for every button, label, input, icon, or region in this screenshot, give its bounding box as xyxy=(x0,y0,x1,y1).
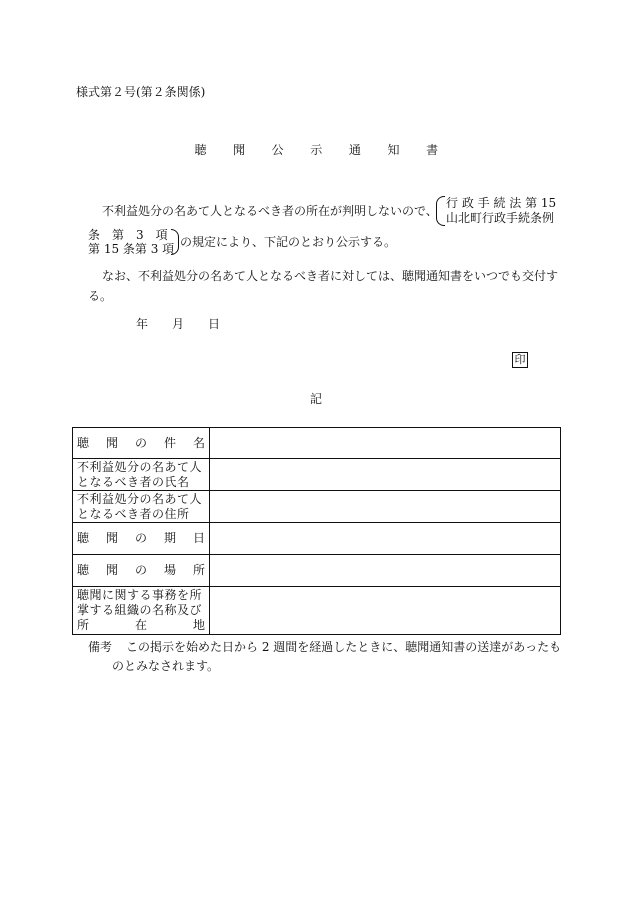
label-char: 件 xyxy=(163,435,176,450)
paragraph1-line1: 不利益処分の名あて人となるべき者の所在が判明しないので、 xyxy=(102,204,438,218)
option-law: 行 政 手 続 法 第 15 xyxy=(446,196,557,210)
label-line: 聴聞に関する事務を所 xyxy=(77,588,203,602)
label-char: 所 xyxy=(77,618,90,632)
label-line: となるべき者の住所 xyxy=(77,506,190,521)
label-line: となるべき者の氏名 xyxy=(77,474,190,489)
paragraph1-line2: の規定により、下記のとおり公示する。 xyxy=(180,235,397,249)
label-line: 不利益処分の名あて人 xyxy=(77,491,203,506)
hearing-info-table xyxy=(72,427,561,635)
row-label xyxy=(73,523,210,555)
bracket-left xyxy=(436,196,445,226)
label-char: の xyxy=(134,563,147,577)
row-value-blank xyxy=(210,459,561,491)
row-value-blank xyxy=(210,523,561,555)
seal-mark: 印 xyxy=(512,352,528,368)
label-char: の xyxy=(134,531,147,545)
row-label xyxy=(73,587,210,635)
date-day: 日 xyxy=(208,317,221,331)
row-label xyxy=(73,555,210,587)
label-char: 在 xyxy=(134,618,147,632)
paragraph2-line1: なお、不利益処分の名あて人となるべき者に対しては、聴聞通知書をいつでも交付す xyxy=(102,269,559,283)
label-char: 聞 xyxy=(105,531,118,545)
remark-line2: のとみなされます。 xyxy=(112,659,220,673)
label-char: 日 xyxy=(192,531,205,545)
row-value-blank xyxy=(210,428,561,459)
table-row xyxy=(73,523,561,555)
option-ordinance-clause: 第 15 条第 3 項 xyxy=(88,242,175,256)
date-year: 年 xyxy=(136,317,149,331)
table-row xyxy=(73,491,561,523)
label-char: 聞 xyxy=(105,563,118,577)
row-label xyxy=(73,459,210,491)
option-law-clause: 条 第 3 項 xyxy=(88,228,168,242)
option-ordinance: 山北町行政手続条例 xyxy=(446,211,555,225)
row-label xyxy=(73,428,210,459)
ki-heading: 記 xyxy=(310,392,323,406)
row-value-blank xyxy=(210,555,561,587)
label-char: 聴 xyxy=(77,563,90,577)
bracket-right xyxy=(171,229,179,255)
label-char: 地 xyxy=(192,618,205,632)
table-row xyxy=(73,459,561,491)
date-month: 月 xyxy=(172,317,185,331)
table-row xyxy=(73,587,561,635)
table-row xyxy=(73,428,561,459)
remark-prefix: 備考 xyxy=(88,640,113,654)
paragraph2-line2: る。 xyxy=(88,289,113,303)
form-number: 様式第２号(第２条関係) xyxy=(76,85,206,99)
label-char: 聴 xyxy=(77,531,90,545)
row-label xyxy=(73,491,210,523)
row-value-blank xyxy=(210,491,561,523)
remark-line1: この掲示を始めた日から 2 週間を経過したときに、聴聞通知書の送達があったも xyxy=(126,640,562,654)
label-line: 不利益処分の名あて人 xyxy=(77,459,203,474)
label-char: 期 xyxy=(163,531,176,545)
label-char: 聴 xyxy=(77,435,90,450)
label-char: 場 xyxy=(163,563,176,577)
label-char: 聞 xyxy=(105,435,118,450)
row-value-blank xyxy=(210,587,561,635)
label-line: 掌する組織の名称及び xyxy=(77,603,203,617)
label-char: の xyxy=(134,435,147,450)
label-char: 名 xyxy=(192,435,205,450)
label-char: 所 xyxy=(192,563,205,577)
document-title: 聴 聞 公 示 通 知 書 xyxy=(194,143,450,157)
table-row xyxy=(73,555,561,587)
